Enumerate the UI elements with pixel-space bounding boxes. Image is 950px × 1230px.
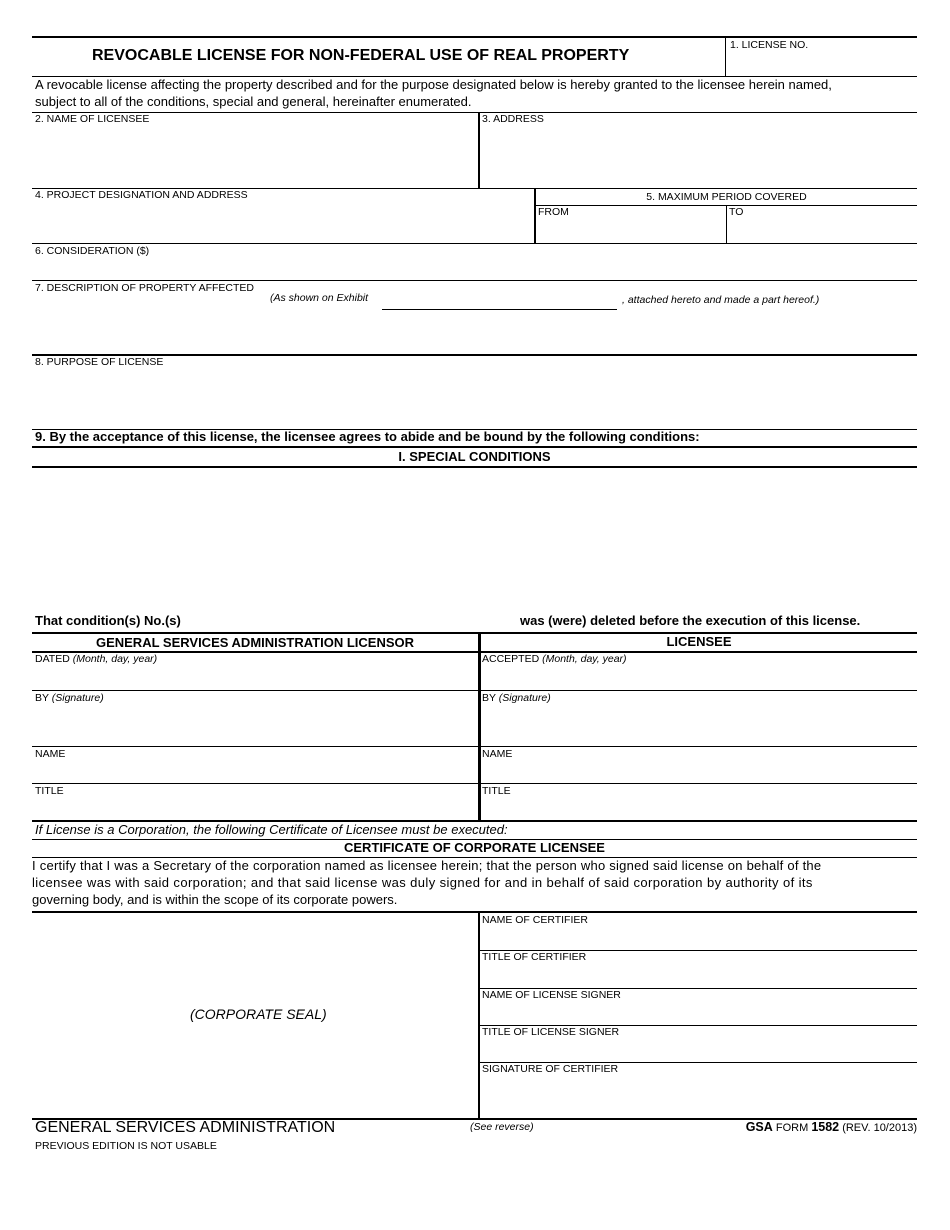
licensor-name-label: NAME [35, 748, 66, 760]
license-no-label: 1. LICENSE NO. [730, 39, 809, 51]
name-of-licensee-label: 2. NAME OF LICENSEE [35, 113, 150, 125]
signature-of-certifier-field[interactable] [482, 1076, 917, 1118]
max-period-label: 5. MAXIMUM PERIOD COVERED [646, 191, 807, 203]
purpose-field[interactable] [33, 370, 917, 428]
footer-form-id: GSA FORM 1582 (REV. 10/2013) [745, 1120, 917, 1134]
address-label: 3. ADDRESS [482, 113, 544, 125]
attached-hereto-text: , attached hereto and made a part hereof.) [622, 294, 820, 306]
form-title: REVOCABLE LICENSE FOR NON-FEDERAL USE OF REAL PROPERTY [92, 47, 630, 64]
from-field[interactable] [537, 218, 725, 243]
title-of-certifier-field[interactable] [482, 964, 917, 986]
certificate-text-line1: I certify that I was a Secretary of the corporation named as licensee herein; that the person who signed said license on behalf of the [32, 858, 822, 873]
licensee-name-field[interactable] [482, 761, 917, 782]
deleted-conditions-suffix: was (were) deleted before the execution of this license. [520, 613, 861, 628]
accepted-field[interactable] [482, 666, 917, 688]
certificate-text-line2: licensee was with said corporation; and that said license was duly signed for and in behalf of said corporation by authority of its [32, 875, 813, 890]
project-designation-label: 4. PROJECT DESIGNATION AND ADDRESS [35, 189, 248, 201]
corporate-seal: (CORPORATE SEAL) [190, 1006, 327, 1022]
title-of-signer-label: TITLE OF LICENSE SIGNER [482, 1026, 620, 1038]
deleted-conditions-field[interactable] [200, 612, 510, 630]
licensee-heading: LICENSEE [666, 634, 732, 649]
licensee-signature-field[interactable] [482, 705, 917, 745]
name-of-signer-field[interactable] [482, 1002, 917, 1023]
licensee-by-label: BY (Signature) [482, 692, 551, 704]
licensor-heading: GENERAL SERVICES ADMINISTRATION LICENSOR [95, 635, 415, 650]
dated-field[interactable] [33, 666, 477, 688]
corporate-notice: If License is a Corporation, the following Certificate of Licensee must be executed: [35, 822, 508, 837]
licensee-title-label: TITLE [482, 785, 511, 797]
conditions-heading: 9. By the acceptance of this license, the licensee agrees to abide and be bound by the following conditions: [35, 429, 700, 444]
purpose-label: 8. PURPOSE OF LICENSE [35, 356, 164, 368]
special-conditions-heading: I. SPECIAL CONDITIONS [398, 449, 551, 464]
licensor-title-label: TITLE [35, 785, 64, 797]
to-label: TO [729, 206, 744, 218]
licensee-name-label: NAME [482, 748, 513, 760]
license-no-field[interactable] [727, 52, 917, 75]
footer-see-reverse: (See reverse) [470, 1121, 534, 1133]
licensor-name-field[interactable] [33, 761, 477, 782]
footer-previous-edition: PREVIOUS EDITION IS NOT USABLE [35, 1140, 217, 1152]
footer-agency: GENERAL SERVICES ADMINISTRATION [35, 1119, 336, 1136]
name-of-certifier-label: NAME OF CERTIFIER [482, 914, 588, 926]
from-label: FROM [538, 206, 569, 218]
name-of-signer-label: NAME OF LICENSE SIGNER [482, 989, 621, 1001]
project-designation-field[interactable] [33, 202, 533, 242]
exhibit-field[interactable] [382, 290, 617, 310]
licensor-title-field[interactable] [33, 798, 477, 819]
name-of-licensee-field[interactable] [33, 126, 478, 186]
title-of-certifier-label: TITLE OF CERTIFIER [482, 951, 587, 963]
address-field[interactable] [481, 126, 917, 186]
title-of-signer-field[interactable] [482, 1039, 917, 1060]
licensor-by-label: BY (Signature) [35, 692, 104, 704]
consideration-label: 6. CONSIDERATION ($) [35, 245, 150, 257]
special-conditions-field[interactable] [33, 470, 917, 610]
licensee-title-field[interactable] [482, 798, 917, 819]
description-field[interactable] [33, 312, 917, 352]
accepted-label: ACCEPTED (Month, day, year) [482, 653, 627, 665]
description-label: 7. DESCRIPTION OF PROPERTY AFFECTED [35, 282, 254, 294]
intro-text-line1: A revocable license affecting the property described and for the purpose designated below is hereby granted to the licensee herein named, [35, 77, 832, 92]
licensor-signature-field[interactable] [33, 705, 477, 745]
to-field[interactable] [728, 218, 917, 243]
intro-text-line2: subject to all of the conditions, special and general, hereinafter enumerated. [35, 94, 472, 109]
signature-of-certifier-label: SIGNATURE OF CERTIFIER [482, 1063, 619, 1075]
deleted-conditions-prefix: That condition(s) No.(s) [35, 613, 181, 628]
certificate-text-line3: governing body, and is within the scope of its corporate powers. [32, 892, 398, 907]
dated-label: DATED (Month, day, year) [35, 653, 158, 665]
name-of-certifier-field[interactable] [482, 927, 917, 949]
certificate-heading: CERTIFICATE OF CORPORATE LICENSEE [344, 840, 605, 855]
consideration-field[interactable] [33, 258, 917, 280]
as-shown-on-exhibit: (As shown on Exhibit [270, 292, 369, 304]
